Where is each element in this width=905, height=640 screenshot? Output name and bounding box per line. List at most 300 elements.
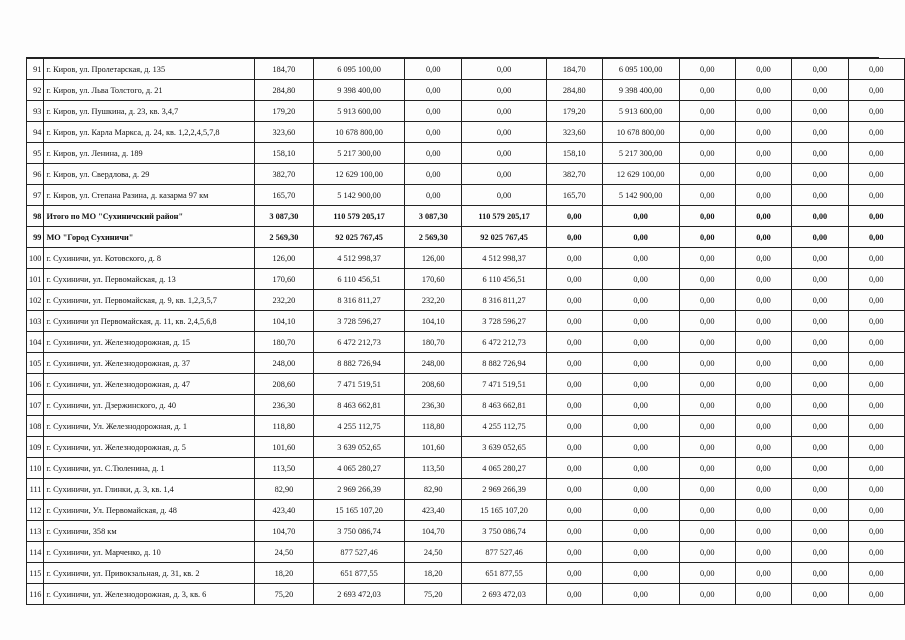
value-cell: 232,20	[405, 290, 462, 311]
value-cell: 0,00	[602, 416, 679, 437]
value-cell: 0,00	[405, 122, 462, 143]
value-cell: 0,00	[735, 59, 791, 80]
value-cell: 3 639 052,65	[462, 437, 547, 458]
value-cell: 0,00	[602, 458, 679, 479]
value-cell: 4 065 280,27	[462, 458, 547, 479]
row-number-cell: 109	[27, 437, 44, 458]
table-row	[27, 584, 905, 605]
value-cell: 6 095 100,00	[313, 59, 404, 80]
value-cell: 0,00	[602, 563, 679, 584]
value-cell: 7 471 519,51	[462, 374, 547, 395]
value-cell: 0,00	[848, 584, 904, 605]
row-number-cell: 95	[27, 143, 44, 164]
row-number-cell: 104	[27, 332, 44, 353]
value-cell: 75,20	[254, 584, 313, 605]
value-cell: 0,00	[735, 416, 791, 437]
value-cell: 0,00	[848, 143, 904, 164]
value-cell: 0,00	[679, 437, 735, 458]
value-cell: 0,00	[462, 101, 547, 122]
value-cell: 0,00	[602, 248, 679, 269]
value-cell: 0,00	[848, 269, 904, 290]
value-cell: 110 579 205,17	[462, 206, 547, 227]
table-row	[27, 563, 905, 584]
value-cell: 8 882 726,94	[313, 353, 404, 374]
value-cell: 0,00	[792, 269, 848, 290]
value-cell: 0,00	[848, 479, 904, 500]
value-cell: 0,00	[679, 521, 735, 542]
value-cell: 0,00	[792, 584, 848, 605]
row-number-cell: 98	[27, 206, 44, 227]
row-number-cell: 103	[27, 311, 44, 332]
table-row	[27, 59, 905, 80]
value-cell: 0,00	[848, 290, 904, 311]
address-cell: г. Сухиничи, ул. Глинки, д. 3, кв. 1,4	[44, 479, 255, 500]
value-cell: 0,00	[735, 206, 791, 227]
row-number-cell: 116	[27, 584, 44, 605]
value-cell: 0,00	[546, 521, 602, 542]
value-cell: 2 693 472,03	[462, 584, 547, 605]
value-cell: 0,00	[546, 563, 602, 584]
value-cell: 0,00	[848, 500, 904, 521]
value-cell: 0,00	[546, 458, 602, 479]
value-cell: 877 527,46	[313, 542, 404, 563]
row-number-cell: 97	[27, 185, 44, 206]
row-number-cell: 96	[27, 164, 44, 185]
value-cell: 4 512 998,37	[313, 248, 404, 269]
value-cell: 0,00	[546, 290, 602, 311]
value-cell: 0,00	[546, 479, 602, 500]
row-number-cell: 114	[27, 542, 44, 563]
value-cell: 0,00	[679, 416, 735, 437]
table-row	[27, 437, 905, 458]
value-cell: 382,70	[546, 164, 602, 185]
row-number-cell: 111	[27, 479, 44, 500]
value-cell: 5 913 600,00	[602, 101, 679, 122]
value-cell: 0,00	[735, 269, 791, 290]
value-cell: 0,00	[679, 80, 735, 101]
table-row	[27, 80, 905, 101]
table-row	[27, 143, 905, 164]
value-cell: 0,00	[735, 122, 791, 143]
value-cell: 0,00	[792, 164, 848, 185]
row-number-cell: 110	[27, 458, 44, 479]
value-cell: 284,80	[546, 80, 602, 101]
value-cell: 232,20	[254, 290, 313, 311]
value-cell: 0,00	[602, 542, 679, 563]
value-cell: 126,00	[405, 248, 462, 269]
table-body	[27, 59, 905, 605]
value-cell: 0,00	[735, 248, 791, 269]
row-number-cell: 94	[27, 122, 44, 143]
value-cell: 0,00	[546, 269, 602, 290]
value-cell: 0,00	[735, 521, 791, 542]
value-cell: 8 316 811,27	[462, 290, 547, 311]
address-cell: г. Сухиничи, ул. Железнодорожная, д. 47	[44, 374, 255, 395]
value-cell: 0,00	[735, 311, 791, 332]
value-cell: 208,60	[254, 374, 313, 395]
value-cell: 323,60	[546, 122, 602, 143]
value-cell: 0,00	[679, 332, 735, 353]
value-cell: 0,00	[602, 395, 679, 416]
value-cell: 651 877,55	[462, 563, 547, 584]
value-cell: 0,00	[462, 122, 547, 143]
table-row	[27, 206, 905, 227]
address-cell: г. Сухиничи, Ул. Первомайская, д. 48	[44, 500, 255, 521]
value-cell: 651 877,55	[313, 563, 404, 584]
value-cell: 0,00	[679, 542, 735, 563]
value-cell: 0,00	[602, 437, 679, 458]
value-cell: 82,90	[254, 479, 313, 500]
value-cell: 6 110 456,51	[313, 269, 404, 290]
value-cell: 0,00	[546, 395, 602, 416]
value-cell: 0,00	[405, 185, 462, 206]
value-cell: 0,00	[602, 269, 679, 290]
value-cell: 0,00	[679, 458, 735, 479]
data-table	[26, 58, 905, 605]
value-cell: 0,00	[679, 248, 735, 269]
table-row	[27, 500, 905, 521]
value-cell: 0,00	[735, 353, 791, 374]
value-cell: 110 579 205,17	[313, 206, 404, 227]
value-cell: 0,00	[405, 59, 462, 80]
value-cell: 18,20	[405, 563, 462, 584]
address-cell: г. Киров, ул. Пролетарская, д. 135	[44, 59, 255, 80]
value-cell: 3 728 596,27	[313, 311, 404, 332]
value-cell: 0,00	[848, 437, 904, 458]
table-row	[27, 353, 905, 374]
value-cell: 0,00	[602, 227, 679, 248]
value-cell: 0,00	[735, 374, 791, 395]
value-cell: 0,00	[848, 101, 904, 122]
value-cell: 0,00	[679, 290, 735, 311]
value-cell: 0,00	[546, 542, 602, 563]
value-cell: 0,00	[792, 59, 848, 80]
value-cell: 118,80	[254, 416, 313, 437]
table-row	[27, 479, 905, 500]
value-cell: 2 569,30	[405, 227, 462, 248]
value-cell: 0,00	[735, 143, 791, 164]
address-cell: г. Сухиничи, ул. Дзержинского, д. 40	[44, 395, 255, 416]
value-cell: 104,70	[405, 521, 462, 542]
row-number-cell: 107	[27, 395, 44, 416]
value-cell: 0,00	[546, 374, 602, 395]
value-cell: 2 969 266,39	[313, 479, 404, 500]
value-cell: 3 087,30	[405, 206, 462, 227]
value-cell: 0,00	[848, 122, 904, 143]
value-cell: 0,00	[735, 437, 791, 458]
value-cell: 180,70	[405, 332, 462, 353]
value-cell: 8 882 726,94	[462, 353, 547, 374]
value-cell: 0,00	[848, 353, 904, 374]
value-cell: 170,60	[405, 269, 462, 290]
value-cell: 0,00	[735, 185, 791, 206]
value-cell: 113,50	[405, 458, 462, 479]
value-cell: 0,00	[405, 143, 462, 164]
value-cell: 0,00	[735, 164, 791, 185]
value-cell: 3 728 596,27	[462, 311, 547, 332]
value-cell: 0,00	[792, 563, 848, 584]
value-cell: 0,00	[679, 164, 735, 185]
value-cell: 5 217 300,00	[313, 143, 404, 164]
value-cell: 0,00	[792, 374, 848, 395]
address-cell: г. Сухиничи, ул. Первомайская, д. 9, кв. 1,2,3,5,7	[44, 290, 255, 311]
address-cell: г. Киров, ул. Свердлова, д. 29	[44, 164, 255, 185]
table-row	[27, 122, 905, 143]
value-cell: 179,20	[546, 101, 602, 122]
value-cell: 158,10	[546, 143, 602, 164]
row-number-cell: 108	[27, 416, 44, 437]
value-cell: 0,00	[602, 332, 679, 353]
value-cell: 0,00	[679, 122, 735, 143]
value-cell: 15 165 107,20	[313, 500, 404, 521]
value-cell: 0,00	[848, 164, 904, 185]
address-cell: г. Сухиничи, 358 км	[44, 521, 255, 542]
value-cell: 0,00	[735, 542, 791, 563]
value-cell: 284,80	[254, 80, 313, 101]
value-cell: 0,00	[848, 521, 904, 542]
value-cell: 5 913 600,00	[313, 101, 404, 122]
value-cell: 184,70	[546, 59, 602, 80]
row-number-cell: 112	[27, 500, 44, 521]
row-number-cell: 99	[27, 227, 44, 248]
value-cell: 24,50	[405, 542, 462, 563]
value-cell: 9 398 400,00	[313, 80, 404, 101]
table-row	[27, 374, 905, 395]
value-cell: 0,00	[546, 248, 602, 269]
value-cell: 0,00	[735, 563, 791, 584]
value-cell: 180,70	[254, 332, 313, 353]
value-cell: 0,00	[792, 479, 848, 500]
value-cell: 0,00	[735, 290, 791, 311]
value-cell: 0,00	[792, 143, 848, 164]
value-cell: 7 471 519,51	[313, 374, 404, 395]
value-cell: 0,00	[462, 185, 547, 206]
value-cell: 0,00	[679, 311, 735, 332]
value-cell: 0,00	[792, 437, 848, 458]
value-cell: 236,30	[254, 395, 313, 416]
value-cell: 877 527,46	[462, 542, 547, 563]
value-cell: 5 217 300,00	[602, 143, 679, 164]
value-cell: 92 025 767,45	[462, 227, 547, 248]
value-cell: 0,00	[848, 458, 904, 479]
value-cell: 113,50	[254, 458, 313, 479]
value-cell: 12 629 100,00	[602, 164, 679, 185]
table-row	[27, 185, 905, 206]
value-cell: 0,00	[792, 500, 848, 521]
value-cell: 0,00	[546, 584, 602, 605]
value-cell: 0,00	[735, 500, 791, 521]
value-cell: 0,00	[848, 542, 904, 563]
table-row	[27, 416, 905, 437]
value-cell: 0,00	[405, 101, 462, 122]
table-row	[27, 332, 905, 353]
value-cell: 0,00	[848, 332, 904, 353]
row-number-cell: 101	[27, 269, 44, 290]
table-row	[27, 227, 905, 248]
value-cell: 248,00	[405, 353, 462, 374]
value-cell: 9 398 400,00	[602, 80, 679, 101]
value-cell: 0,00	[848, 227, 904, 248]
value-cell: 0,00	[735, 458, 791, 479]
value-cell: 179,20	[254, 101, 313, 122]
value-cell: 6 095 100,00	[602, 59, 679, 80]
value-cell: 3 750 086,74	[313, 521, 404, 542]
table-row	[27, 269, 905, 290]
value-cell: 0,00	[679, 101, 735, 122]
value-cell: 0,00	[602, 353, 679, 374]
row-number-cell: 105	[27, 353, 44, 374]
value-cell: 0,00	[848, 416, 904, 437]
row-number-cell: 92	[27, 80, 44, 101]
value-cell: 0,00	[848, 563, 904, 584]
value-cell: 0,00	[462, 143, 547, 164]
value-cell: 101,60	[254, 437, 313, 458]
value-cell: 0,00	[546, 227, 602, 248]
value-cell: 126,00	[254, 248, 313, 269]
value-cell: 0,00	[792, 206, 848, 227]
address-cell: г. Сухиничи, ул. Железнодорожная, д. 3, кв. 6	[44, 584, 255, 605]
value-cell: 0,00	[679, 500, 735, 521]
value-cell: 0,00	[735, 101, 791, 122]
value-cell: 0,00	[792, 416, 848, 437]
value-cell: 8 463 662,81	[462, 395, 547, 416]
address-cell: г. Сухиничи, ул. С.Тюленина, д. 1	[44, 458, 255, 479]
value-cell: 0,00	[546, 332, 602, 353]
value-cell: 6 472 212,73	[313, 332, 404, 353]
value-cell: 0,00	[602, 374, 679, 395]
value-cell: 0,00	[792, 122, 848, 143]
value-cell: 0,00	[679, 353, 735, 374]
value-cell: 2 569,30	[254, 227, 313, 248]
value-cell: 0,00	[848, 248, 904, 269]
value-cell: 0,00	[792, 353, 848, 374]
value-cell: 0,00	[735, 584, 791, 605]
value-cell: 165,70	[546, 185, 602, 206]
value-cell: 0,00	[679, 143, 735, 164]
value-cell: 4 065 280,27	[313, 458, 404, 479]
value-cell: 0,00	[602, 290, 679, 311]
value-cell: 0,00	[602, 521, 679, 542]
value-cell: 0,00	[546, 206, 602, 227]
table-row	[27, 395, 905, 416]
address-cell: г. Сухиничи, ул. Марченко, д. 10	[44, 542, 255, 563]
value-cell: 12 629 100,00	[313, 164, 404, 185]
value-cell: 0,00	[735, 479, 791, 500]
value-cell: 0,00	[792, 248, 848, 269]
value-cell: 24,50	[254, 542, 313, 563]
table-row	[27, 248, 905, 269]
value-cell: 0,00	[792, 227, 848, 248]
address-cell: г. Сухиничи ул Первомайская, д. 11, кв. 2,4,5,6,8	[44, 311, 255, 332]
value-cell: 323,60	[254, 122, 313, 143]
value-cell: 8 316 811,27	[313, 290, 404, 311]
address-cell: г. Киров, ул. Степана Разина, д. казарма 97 км	[44, 185, 255, 206]
value-cell: 104,10	[405, 311, 462, 332]
value-cell: 82,90	[405, 479, 462, 500]
value-cell: 4 255 112,75	[313, 416, 404, 437]
value-cell: 158,10	[254, 143, 313, 164]
value-cell: 0,00	[792, 80, 848, 101]
value-cell: 0,00	[679, 395, 735, 416]
value-cell: 104,70	[254, 521, 313, 542]
table-row	[27, 101, 905, 122]
value-cell: 0,00	[848, 206, 904, 227]
value-cell: 0,00	[792, 395, 848, 416]
value-cell: 0,00	[462, 80, 547, 101]
value-cell: 4 512 998,37	[462, 248, 547, 269]
value-cell: 0,00	[546, 353, 602, 374]
value-cell: 0,00	[546, 416, 602, 437]
value-cell: 8 463 662,81	[313, 395, 404, 416]
value-cell: 0,00	[405, 164, 462, 185]
row-number-cell: 91	[27, 59, 44, 80]
value-cell: 0,00	[679, 206, 735, 227]
value-cell: 0,00	[792, 101, 848, 122]
value-cell: 423,40	[405, 500, 462, 521]
value-cell: 0,00	[679, 269, 735, 290]
value-cell: 0,00	[848, 59, 904, 80]
value-cell: 0,00	[405, 80, 462, 101]
row-number-cell: 113	[27, 521, 44, 542]
value-cell: 0,00	[679, 185, 735, 206]
table-row	[27, 290, 905, 311]
row-number-cell: 106	[27, 374, 44, 395]
value-cell: 118,80	[405, 416, 462, 437]
value-cell: 208,60	[405, 374, 462, 395]
row-number-cell: 93	[27, 101, 44, 122]
table-row	[27, 458, 905, 479]
value-cell: 92 025 767,45	[313, 227, 404, 248]
value-cell: 170,60	[254, 269, 313, 290]
value-cell: 2 693 472,03	[313, 584, 404, 605]
value-cell: 0,00	[792, 542, 848, 563]
value-cell: 423,40	[254, 500, 313, 521]
value-cell: 0,00	[602, 311, 679, 332]
value-cell: 0,00	[735, 332, 791, 353]
value-cell: 0,00	[679, 563, 735, 584]
value-cell: 184,70	[254, 59, 313, 80]
value-cell: 10 678 800,00	[602, 122, 679, 143]
value-cell: 6 110 456,51	[462, 269, 547, 290]
value-cell: 3 087,30	[254, 206, 313, 227]
table-row	[27, 521, 905, 542]
address-cell: г. Сухиничи, ул. Привокзальная, д. 31, кв. 2	[44, 563, 255, 584]
value-cell: 6 472 212,73	[462, 332, 547, 353]
value-cell: 5 142 900,00	[313, 185, 404, 206]
value-cell: 0,00	[462, 164, 547, 185]
address-cell: г. Киров, ул. Карла Маркса, д. 24, кв. 1,2,2,4,5,7,8	[44, 122, 255, 143]
address-cell: Итого по МО "Сухиничский район"	[44, 206, 255, 227]
value-cell: 0,00	[679, 584, 735, 605]
table-row	[27, 311, 905, 332]
address-cell: г. Сухиничи, ул. Железнодорожная, д. 5	[44, 437, 255, 458]
value-cell: 0,00	[848, 185, 904, 206]
value-cell: 0,00	[735, 80, 791, 101]
value-cell: 0,00	[546, 311, 602, 332]
value-cell: 0,00	[735, 395, 791, 416]
value-cell: 2 969 266,39	[462, 479, 547, 500]
value-cell: 0,00	[602, 479, 679, 500]
value-cell: 0,00	[848, 395, 904, 416]
address-cell: г. Киров, ул. Ленина, д. 189	[44, 143, 255, 164]
row-number-cell: 100	[27, 248, 44, 269]
address-cell: г. Киров, ул. Пушкина, д. 23, кв. 3,4,7	[44, 101, 255, 122]
value-cell: 3 639 052,65	[313, 437, 404, 458]
value-cell: 0,00	[792, 311, 848, 332]
value-cell: 0,00	[602, 500, 679, 521]
value-cell: 0,00	[735, 227, 791, 248]
value-cell: 0,00	[546, 500, 602, 521]
